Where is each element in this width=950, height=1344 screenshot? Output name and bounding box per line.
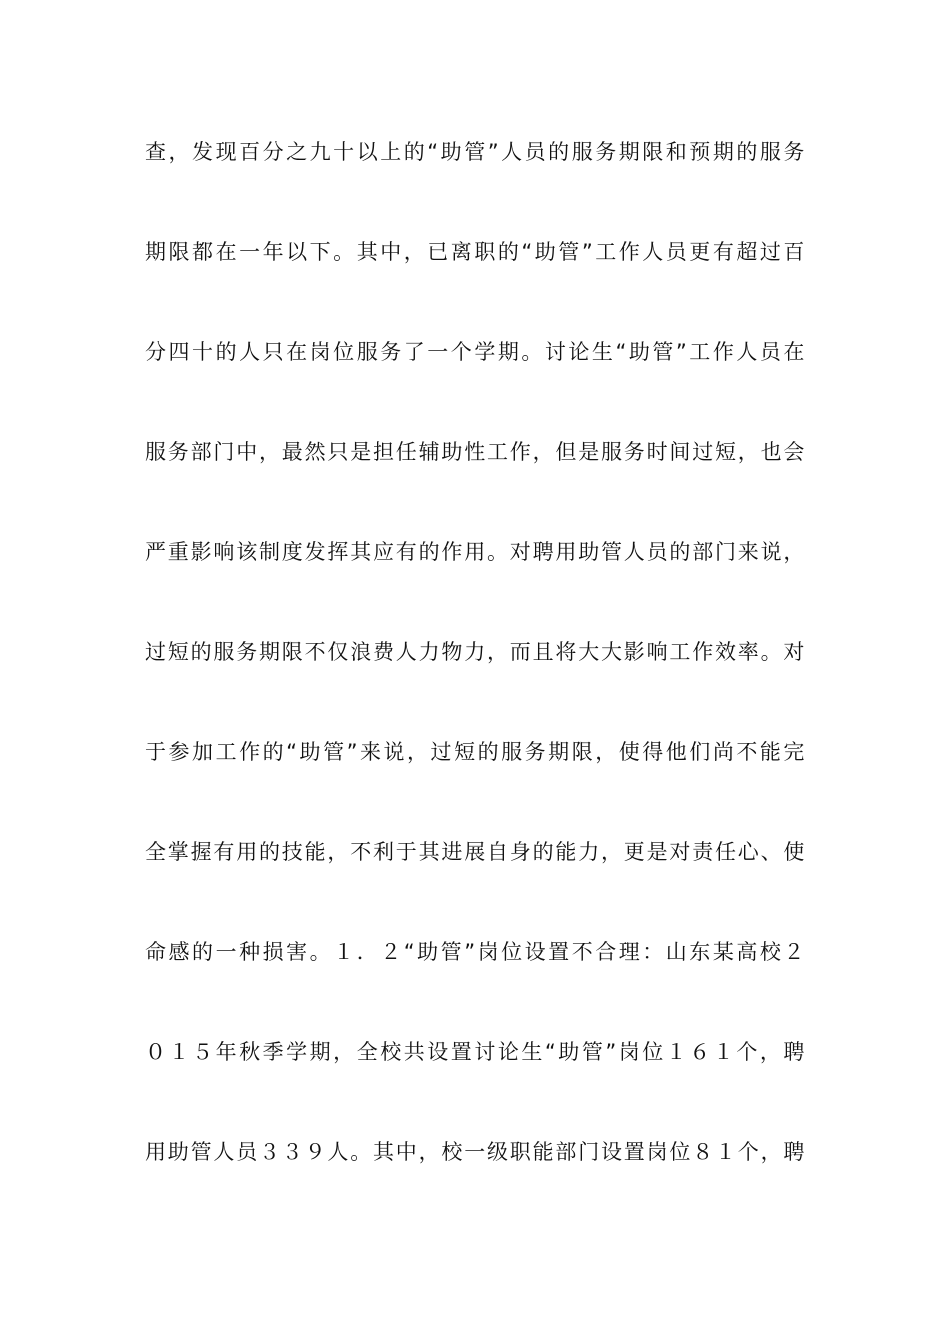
text-line: 命感的一种损害。１．２“助管”岗位设置不合理：山东某高校２ [145,940,805,964]
text-line: 全掌握有用的技能，不利于其进展自身的能力，更是对责任心、使 [145,840,805,864]
text-line: 严重影响该制度发挥其应有的作用。对聘用助管人员的部门来说， [145,540,805,564]
text-line: 于参加工作的“助管”来说，过短的服务期限，使得他们尚不能完 [145,740,805,764]
text-line: 服务部门中，最然只是担任辅助性工作，但是服务时间过短，也会 [145,440,805,464]
text-line: 分四十的人只在岗位服务了一个学期。讨论生“助管”工作人员在 [145,340,805,364]
text-line: 过短的服务期限不仅浪费人力物力，而且将大大影响工作效率。对 [145,640,805,664]
body-text [145,127,805,1227]
text-line: 期限都在一年以下。其中，已离职的“助管”工作人员更有超过百 [145,240,805,264]
text-line: 查，发现百分之九十以上的“助管”人员的服务期限和预期的服务 [145,140,805,164]
text-line: ０１５年秋季学期，全校共设置讨论生“助管”岗位１６１个，聘 [145,1040,805,1064]
text-line: 用助管人员３３９人。其中，校一级职能部门设置岗位８１个，聘 [145,1140,805,1164]
